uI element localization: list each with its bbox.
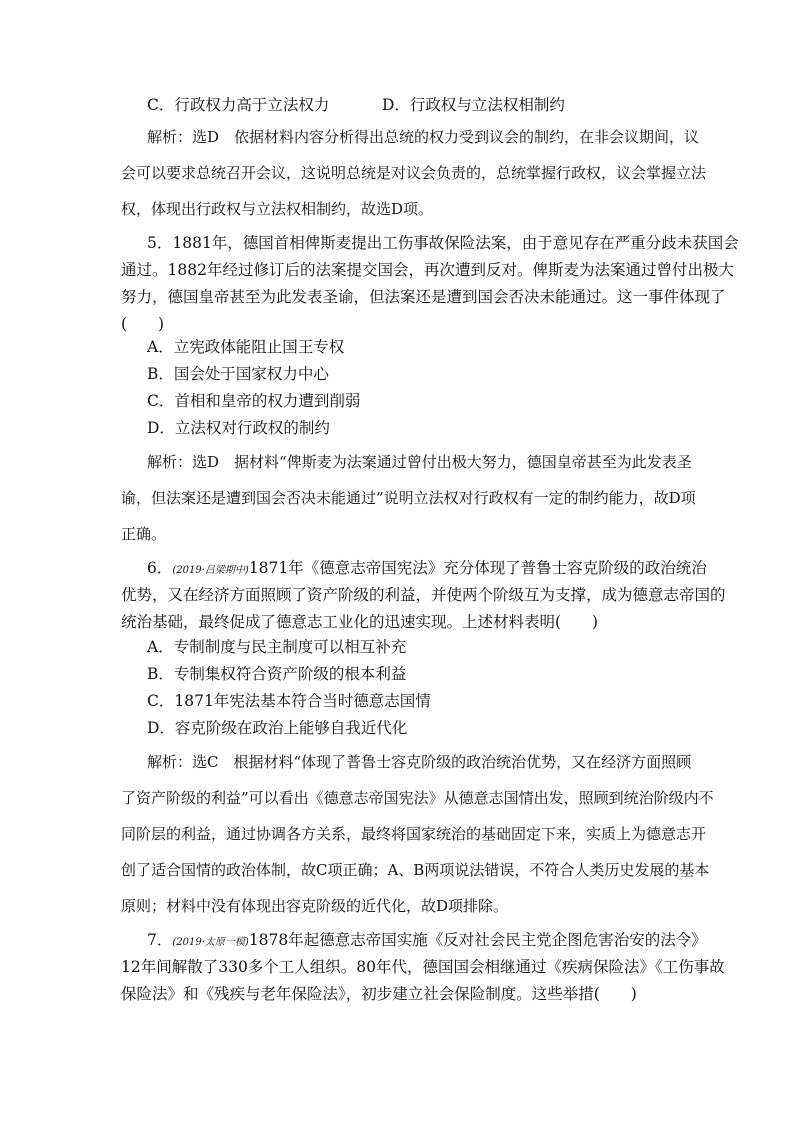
q7-stem-first-line [147, 930, 707, 953]
q7-stem-line: 12年间解散了330多个工人组织。80年代，德国国会相继通过《疾病保险法》《工伤事故 [121, 958, 725, 976]
q5-analysis-line: 正确。 [121, 525, 167, 543]
q7-stem-text: 1878年起德意志帝国实施《反对社会民主党企图危害治安的法令》 [248, 931, 707, 949]
q4-analysis-line: 解析：选D 依据材料内容分析得出总统的权力受到议会的制约，在非会议期间，议 [147, 128, 700, 146]
q5-stem-line: 通过。1882年经过修订后的法案提交国会，再次遭到反对。俾斯麦为法案通过曾付出极大 [121, 261, 734, 279]
q6-stem-text: 1871年《德意志帝国宪法》充分体现了普鲁士容克阶级的政治统治 [248, 559, 707, 577]
q6-option-c: C．1871年宪法基本符合当时德意志国情 [147, 692, 431, 710]
q5-option-d: D．立法权对行政权的制约 [147, 419, 330, 437]
q5-analysis-line: 解析：选D 据材料“俾斯麦为法案通过曾付出极大努力，德国皇帝甚至为此发表圣 [147, 453, 692, 471]
q4-option-c: C．行政权力高于立法权力 [147, 96, 330, 114]
q5-stem-line: 5．1881年，德国首相俾斯麦提出工伤事故保险法案，由于意见存在严重分歧未获国会 [147, 234, 739, 252]
q6-analysis-line: 原则；材料中没有体现出容克阶级的近代化，故D项排除。 [121, 897, 509, 915]
q7-stem-line: 保险法》和《残疾与老年保险法》，初步建立社会保险制度。这些举措( ) [121, 985, 637, 1003]
q6-stem-line: 统治基础，最终促成了德意志工业化的迅速实现。上述材料表明( ) [121, 613, 599, 631]
q5-analysis-line: 谕，但法案还是遭到国会否决未能通过”说明立法权对行政权有一定的制约能力，故D项 [121, 489, 696, 507]
q4-analysis-line: 会可以要求总统召开会议，这说明总统是对议会负责的，总统掌握行政权，议会掌握立法 [121, 164, 707, 182]
q6-stem-first-line [147, 558, 707, 581]
q6-analysis-line: 了资产阶级的利益”可以看出《德意志帝国宪法》从德意志国情出发，照顾到统治阶级内不 [121, 789, 714, 807]
q5-answer-bracket: ( ) [121, 315, 165, 333]
q6-number: 6． [147, 559, 173, 577]
q6-analysis-line: 解析：选C 根据材料“体现了普鲁士容克阶级的政治统治优势，又在经济方面照顾 [147, 753, 692, 771]
q6-analysis-line: 创了适合国情的政治体制，故C项正确；A、B两项说法错误，不符合人类历史发展的基本 [121, 861, 710, 879]
q6-source: (2019·吕梁期中) [172, 565, 249, 576]
q4-analysis-line: 权，体现出行政权与立法权相制约，故选D项。 [121, 200, 434, 218]
q6-option-a: A．专制制度与民主制度可以相互补充 [147, 638, 407, 656]
q6-analysis-line: 同阶层的利益，通过协调各方关系，最终将国家统治的基础固定下来，实质上为德意志开 [121, 825, 707, 843]
q6-stem-line: 优势，又在经济方面照顾了资产阶级的利益，并使两个阶级互为支撑，成为德意志帝国的 [121, 586, 726, 604]
q5-stem-line: 努力，德国皇帝甚至为此发表圣谕，但法案还是遭到国会否决未能通过。这一事件体现了 [121, 288, 726, 306]
q5-option-b: B．国会处于国家权力中心 [147, 365, 329, 383]
q6-option-b: B．专制集权符合资产阶级的根本利益 [147, 665, 407, 683]
q6-option-d: D．容克阶级在政治上能够自我近代化 [147, 719, 408, 737]
q7-source: (2019·太原一模) [172, 937, 249, 948]
q4-option-d: D．行政权与立法权相制约 [382, 96, 565, 114]
q7-number: 7． [147, 931, 173, 949]
q5-option-c: C．首相和皇帝的权力遭到削弱 [147, 392, 361, 410]
q5-option-a: A．立宪政体能阻止国王专权 [147, 338, 345, 356]
